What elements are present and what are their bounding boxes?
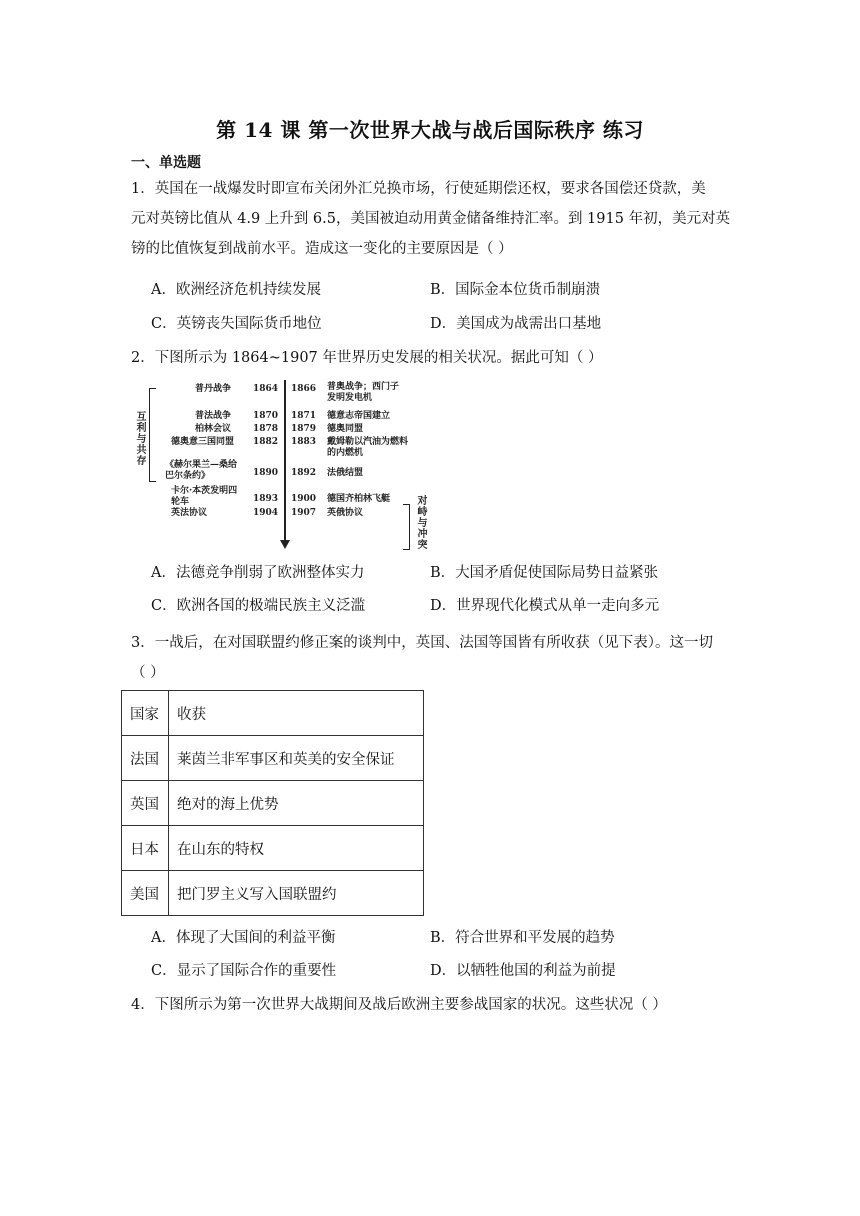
table-cell: 把门罗主义写入国联盟约 <box>169 871 424 916</box>
q3-option-c[interactable]: C．显示了国际合作的重要性 <box>151 963 337 979</box>
event-right: 戴姆勒以汽油为燃料的内燃机 <box>327 437 409 458</box>
event-year: 1870 <box>253 411 279 421</box>
q1-option-b[interactable]: B．国际金本位货币制崩溃 <box>430 282 601 298</box>
table-row <box>122 736 424 781</box>
question-1-line: 镑的比值恢复到战前水平。造成这一变化的主要原因是（ ） <box>131 241 513 257</box>
left-bracket <box>149 388 156 482</box>
table-header-cell: 收获 <box>169 691 424 736</box>
event-left: 普丹战争 <box>195 384 232 394</box>
table-cell: 在山东的特权 <box>169 826 424 871</box>
table-cell: 绝对的海上优势 <box>169 781 424 826</box>
gains-table <box>121 690 424 916</box>
section-heading: 一、单选题 <box>131 155 201 171</box>
event-year: 1866 <box>291 384 317 394</box>
q3-option-b[interactable]: B．符合世界和平发展的趋势 <box>430 930 615 946</box>
event-year: 1904 <box>253 508 279 518</box>
event-right: 德意志帝国建立 <box>327 411 391 421</box>
event-right: 英俄协议 <box>327 508 364 518</box>
table-row <box>122 871 424 916</box>
event-year: 1879 <box>291 424 317 434</box>
left-side-label: 互利与共存 <box>136 412 147 467</box>
right-side-label: 对峙与冲突 <box>417 496 428 551</box>
question-2: 2．下图所示为 1864~1907 年世界历史发展的相关状况。据此可知（ ） <box>131 350 603 366</box>
event-right: 德国齐柏林飞艇 <box>327 494 391 504</box>
question-4: 4．下图所示为第一次世界大战期间及战后欧洲主要参战国家的状况。这些状况（ ） <box>131 997 667 1013</box>
event-left: 英法协议 <box>171 508 208 518</box>
table-cell: 法国 <box>122 736 169 781</box>
event-year: 1871 <box>291 411 317 421</box>
event-year: 1907 <box>291 508 317 518</box>
event-right: 法俄结盟 <box>327 468 364 478</box>
q1-option-d[interactable]: D．美国成为战需出口基地 <box>430 316 602 332</box>
event-left: 德奥意三国同盟 <box>171 437 235 447</box>
event-left: 《赫尔果兰—桑给巴尔条约》 <box>165 460 238 481</box>
event-year: 1890 <box>253 468 279 478</box>
page-title: 第 14 课 第一次世界大战与战后国际秩序 练习 <box>216 118 644 142</box>
q3-option-d[interactable]: D．以牺牲他国的利益为前提 <box>430 963 616 979</box>
event-year: 1882 <box>253 437 279 447</box>
q2-option-b[interactable]: B．大国矛盾促使国际局势日益紧张 <box>430 565 659 581</box>
q1-option-c[interactable]: C．英镑丧失国际货币地位 <box>151 316 322 332</box>
event-year: 1892 <box>291 468 317 478</box>
event-year: 1878 <box>253 424 279 434</box>
question-3-line: 3．一战后，在对国联盟约修正案的谈判中，英国、法国等国皆有所收获（见下表）。这一切 <box>131 635 713 651</box>
event-year: 1893 <box>253 494 279 504</box>
event-left: 卡尔·本茨发明四轮车 <box>171 486 238 507</box>
timeline-arrow <box>280 540 290 549</box>
question-3-line: （ ） <box>131 665 165 681</box>
table-cell: 日本 <box>122 826 169 871</box>
question-1 <box>131 174 731 264</box>
event-left: 普法战争 <box>195 411 232 421</box>
table-header-cell: 国家 <box>122 691 169 736</box>
event-right: 德奥同盟 <box>327 424 364 434</box>
table-row <box>122 826 424 871</box>
table-cell: 美国 <box>122 871 169 916</box>
q2-option-a[interactable]: A．法德竞争削弱了欧洲整体实力 <box>151 565 365 581</box>
question-1-line: 1．英国在一战爆发时即宣布关闭外汇兑换市场，行使延期偿还权，要求各国偿还贷款，美 <box>131 181 706 197</box>
event-left: 柏林会议 <box>195 424 232 434</box>
event-right: 普奥战争；西门子发明发电机 <box>327 382 400 403</box>
event-year: 1883 <box>291 437 317 447</box>
event-year: 1900 <box>291 494 317 504</box>
event-year: 1864 <box>253 384 279 394</box>
table-row <box>122 781 424 826</box>
question-1-line: 元对英镑比值从 4.9 上升到 6.5，美国被迫动用黄金储备维持汇率。到 1915 年初，美元对英 <box>131 211 731 227</box>
q2-option-d[interactable]: D．世界现代化模式从单一走向多元 <box>430 598 660 614</box>
table-header-row <box>122 691 424 736</box>
timeline-axis <box>284 380 286 542</box>
question-3 <box>131 628 731 688</box>
q2-option-c[interactable]: C．欧洲各国的极端民族主义泛滥 <box>151 598 366 614</box>
right-bracket <box>403 504 410 550</box>
q1-option-a[interactable]: A．欧洲经济危机持续发展 <box>151 282 321 298</box>
timeline-figure <box>135 376 435 554</box>
table-cell: 莱茵兰非军事区和英美的安全保证 <box>169 736 424 781</box>
table-cell: 英国 <box>122 781 169 826</box>
q3-option-a[interactable]: A．体现了大国间的利益平衡 <box>151 930 336 946</box>
